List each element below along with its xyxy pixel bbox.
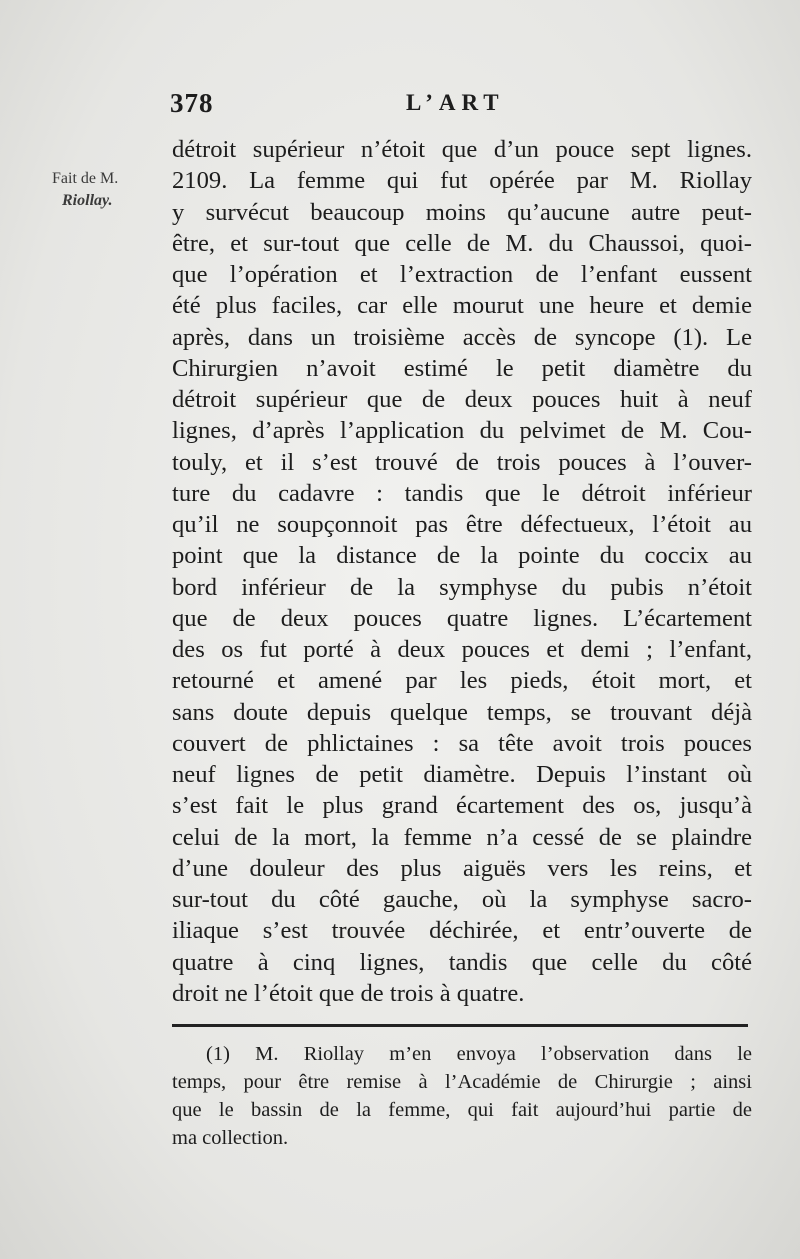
text-line: détroit supérieur que de deux pouces huit à neuf — [172, 386, 752, 413]
text-line: que l’opération et l’extraction de l’enfant eussent — [172, 261, 752, 288]
text-line: été plus faciles, car elle mourut une heure et demie — [172, 292, 752, 320]
text-line: d’une douleur des plus aiguës vers les reins, et — [172, 854, 752, 882]
text-line: droit ne l’étoit que de trois à quatre. — [172, 979, 525, 1007]
footnote-line: ma collection. — [172, 1127, 289, 1149]
text-line: quatre à cinq lignes, tandis que celle du côté — [172, 948, 752, 976]
text-line: point que la distance de la pointe du coccix au — [172, 542, 752, 570]
text-line: 2109. La femme qui fut opérée par M. Riollay — [172, 167, 752, 195]
footnote-line: que le bassin de la femme, qui fait aujourd’hui partie de — [172, 1099, 752, 1121]
footnote — [172, 1040, 752, 1152]
text-line: des os fut porté à deux pouces et demi ; l’enfant, — [172, 636, 752, 663]
footnote-line: temps, pour être remise à l’Académie de Chirurgie ; ainsi — [172, 1071, 752, 1093]
footnote-first-line: (1) M. Riollay m’en envoya l’observation dans le — [206, 1043, 752, 1065]
text-line: bord inférieur de la symphyse du pubis n’étoit — [172, 573, 752, 601]
footnote-divider — [172, 1024, 748, 1027]
text-line: sans doute depuis quelque temps, se trouvant déjà — [172, 698, 752, 726]
text-line: être, et sur-tout que celle de M. du Chaussoi, quoi- — [172, 229, 752, 257]
running-title: L’ART — [406, 90, 505, 115]
text-line: y survécut beaucoup moins qu’aucune autre peut- — [172, 198, 752, 226]
margin-note-name: Riollay. — [62, 192, 113, 209]
margin-note — [52, 168, 170, 212]
margin-note-line: Fait de M. — [52, 170, 119, 187]
text-line: s’est fait le plus grand écartement des os, jusqu’à — [172, 792, 752, 820]
text-line: couvert de phlictaines : sa tête avoit trois pouces — [172, 729, 752, 757]
text-line: sur-tout du côté gauche, où la symphyse sacro- — [172, 886, 752, 913]
footnote-line — [172, 1040, 752, 1068]
text-line: que de deux pouces quatre lignes. L’écartement — [172, 604, 752, 632]
text-line: neuf lignes de petit diamètre. Depuis l’instant où — [172, 761, 752, 788]
page-header — [170, 88, 750, 128]
body-text — [172, 134, 752, 1009]
text-line: lignes, d’après l’application du pelvimet de M. Cou- — [172, 417, 752, 445]
text-line: touly, et il s’est trouvé de trois pouces à l’ouver- — [172, 448, 752, 476]
text-line: ture du cadavre : tandis que le détroit inférieur — [172, 479, 752, 507]
page-number: 378 — [170, 88, 214, 118]
text-line: retourné et amené par les pieds, étoit mort, et — [172, 667, 752, 695]
text-line: iliaque s’est trouvée déchirée, et entr’ouverte de — [172, 917, 752, 945]
text-line: qu’il ne soupçonnoit pas être défectueux, l’étoit au — [172, 511, 752, 538]
text-line: Chirurgien n’avoit estimé le petit diamètre du — [172, 354, 752, 382]
text-line: après, dans un troisième accès de syncope (1). Le — [172, 323, 752, 351]
text-line: celui de la mort, la femme n’a cessé de se plaindre — [172, 823, 752, 851]
text-line: détroit supérieur n’étoit que d’un pouce sept lignes. — [172, 136, 752, 163]
